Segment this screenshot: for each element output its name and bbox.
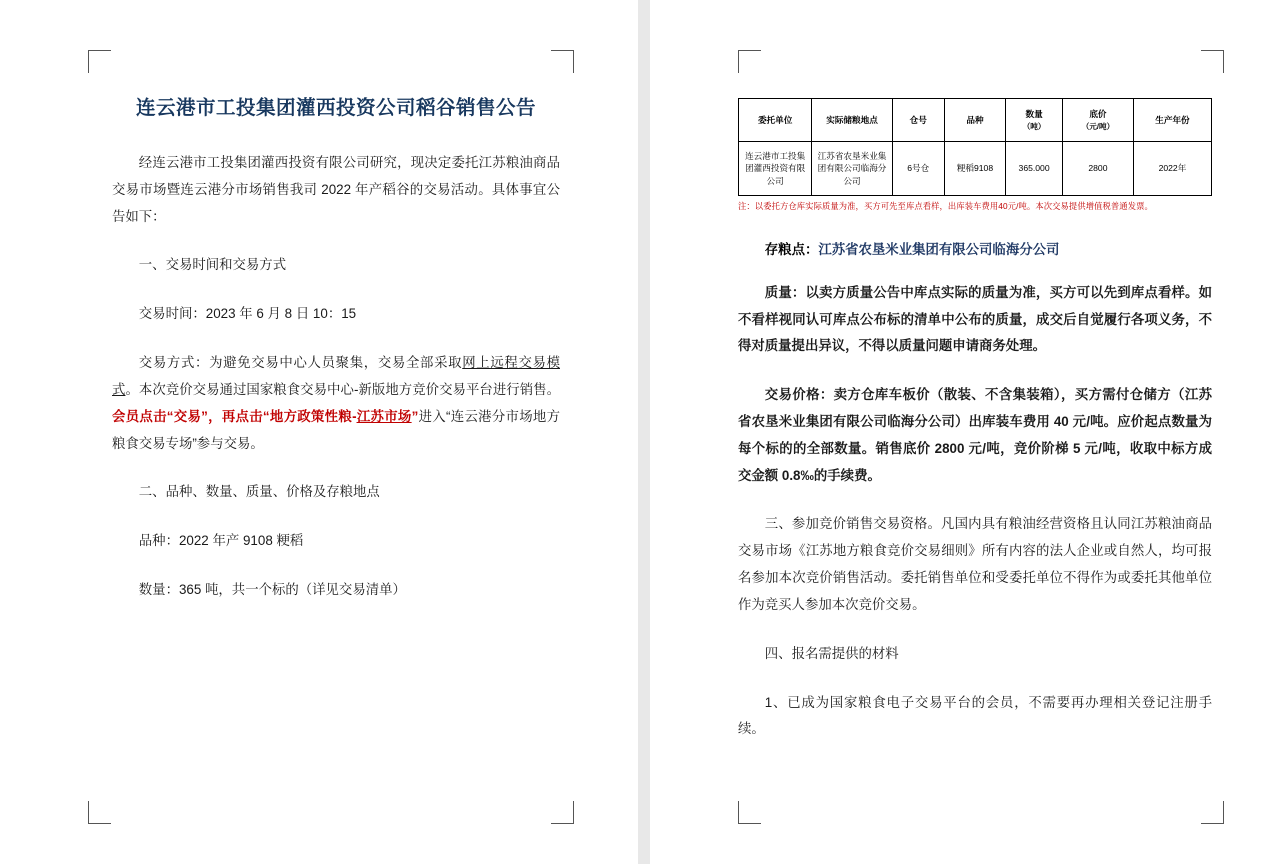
cell-base-price: 2800 <box>1062 142 1133 196</box>
quality-label: 质量： <box>764 284 806 300</box>
table-note: 注：以委托方仓库实际质量为准，买方可先至库点看样，出库装车费用40元/吨。本次交易提供增值税普通发票。 <box>738 201 1153 212</box>
crop-mark-bottom-left-icon <box>88 801 111 824</box>
cell-production-year: 2022年 <box>1133 142 1211 196</box>
crop-mark-bottom-right-icon <box>1201 801 1224 824</box>
variety-line: 品种：2022 年产 9108 粳稻 <box>138 533 304 549</box>
table-col-quantity: 数量 （吨） <box>1006 99 1063 142</box>
quality-paragraph <box>738 280 1212 360</box>
trade-method-text-2: 。本次竞价交易通过国家粮食交易中心-新版地方竞价交易平台进行销售。 <box>125 381 561 397</box>
price-label: 交易价格： <box>764 387 834 403</box>
table-col-base-price: 底价 （元/吨） <box>1062 99 1133 142</box>
section-three-paragraph <box>738 511 1212 618</box>
trade-method <box>112 350 560 457</box>
section-four-item-1: 1、已成为国家粮食电子交易平台的会员，不需要再办理相关登记注册手续。 <box>738 694 1212 737</box>
table-col-warehouse-no: 仓号 <box>892 99 944 142</box>
crop-mark-bottom-right-icon <box>551 801 574 824</box>
cell-warehouse-no: 6号仓 <box>892 142 944 196</box>
quantity-line: 数量：365 吨，共一个标的（详见交易清单） <box>138 581 406 597</box>
section-three-heading: 三、参加竞价销售交易资格。 <box>764 516 942 532</box>
trade-method-emphasis-2: ” <box>411 408 419 424</box>
cell-consignor: 连云港市工投集团灌西投资有限公司 <box>739 142 812 196</box>
intro-paragraph: 经连云港市工投集团灌西投资有限公司研究，现决定委托江苏粮油商品交易市场暨连云港分市场销售我司 2022 年产稻谷的交易活动。具体事宜公告如下： <box>112 155 560 224</box>
page-title: 连云港市工投集团灌西投资公司稻谷销售公告 <box>135 97 536 119</box>
trade-method-emphasis-1: 会员点击“交易”，再点击“地方政策性粮- <box>112 408 357 424</box>
table-col-storage-location: 实际储粮地点 <box>812 99 892 142</box>
storage-point-label: 存粮点： <box>764 241 819 257</box>
page-1 <box>0 0 638 864</box>
sale-listing-table <box>738 98 1212 196</box>
trade-method-underline: 网上远程交易模式 <box>112 355 560 397</box>
trade-method-label: 交易方式： <box>138 355 210 371</box>
crop-mark-bottom-left-icon <box>738 801 761 824</box>
trade-time: 交易时间：2023 年 6 月 8 日 10：15 <box>138 306 357 322</box>
section-two-heading: 二、品种、数量、质量、价格及存粮地点 <box>138 484 380 500</box>
cell-variety: 粳稻9108 <box>944 142 1005 196</box>
table-row <box>739 142 1212 196</box>
cell-quantity: 365.000 <box>1006 142 1063 196</box>
storage-point-line <box>738 239 1212 258</box>
price-paragraph <box>738 382 1212 489</box>
table-col-consignor: 委托单位 <box>739 99 812 142</box>
price-text: 卖方仓库车板价（散装、不含集装箱），买方需付仓储方（江苏省农垦米业集团有限公司临海分公司）出库装车费用 40 元/吨。应价起点数量为每个标的的全部数量。销售底价 2800 元/吨，竞价阶梯 5 元/吨，收取中标方成交金额 0.8‰的手续费。 <box>738 387 1212 483</box>
section-one-heading: 一、交易时间和交易方式 <box>138 257 287 273</box>
cell-storage-location: 江苏省农垦米业集团有限公司临海分公司 <box>812 142 892 196</box>
trade-method-text-3: 进入“连云港分市场地方粮食交易专场”参与交易。 <box>112 408 560 451</box>
section-three-text: 凡国内具有粮油经营资格且认同江苏粮油商品交易市场《江苏地方粮食竞价交易细则》所有内容的法人企业或自然人，均可报名参加本次竞价销售活动。委托销售单位和受委托单位不得作为或委托其他单位作为竞买人参加本次竞价交易。 <box>738 516 1213 612</box>
section-four-heading: 四、报名需提供的材料 <box>764 645 899 661</box>
page-1-content <box>112 70 560 626</box>
page-2 <box>650 0 1288 864</box>
storage-point-value: 江苏省农垦米业集团有限公司临海分公司 <box>818 241 1060 257</box>
table-header-row <box>739 99 1212 142</box>
table-col-production-year: 生产年份 <box>1133 99 1211 142</box>
page-2-content <box>738 70 1212 765</box>
table-col-variety: 品种 <box>944 99 1005 142</box>
crop-mark-top-left-icon <box>88 50 111 73</box>
trade-method-text-1: 为避免交易中心人员聚集，交易全部采取 <box>209 355 463 371</box>
trade-method-emphasis-underline: 江苏市场 <box>356 408 412 424</box>
quality-text: 以卖方质量公告中库点实际的质量为准，买方可以先到库点看样。如不看样视同认可库点公布标的清单中公布的质量，成交后自觉履行各项义务，不得对质量提出异议，不得以质量问题申请商务处理。 <box>738 284 1212 354</box>
